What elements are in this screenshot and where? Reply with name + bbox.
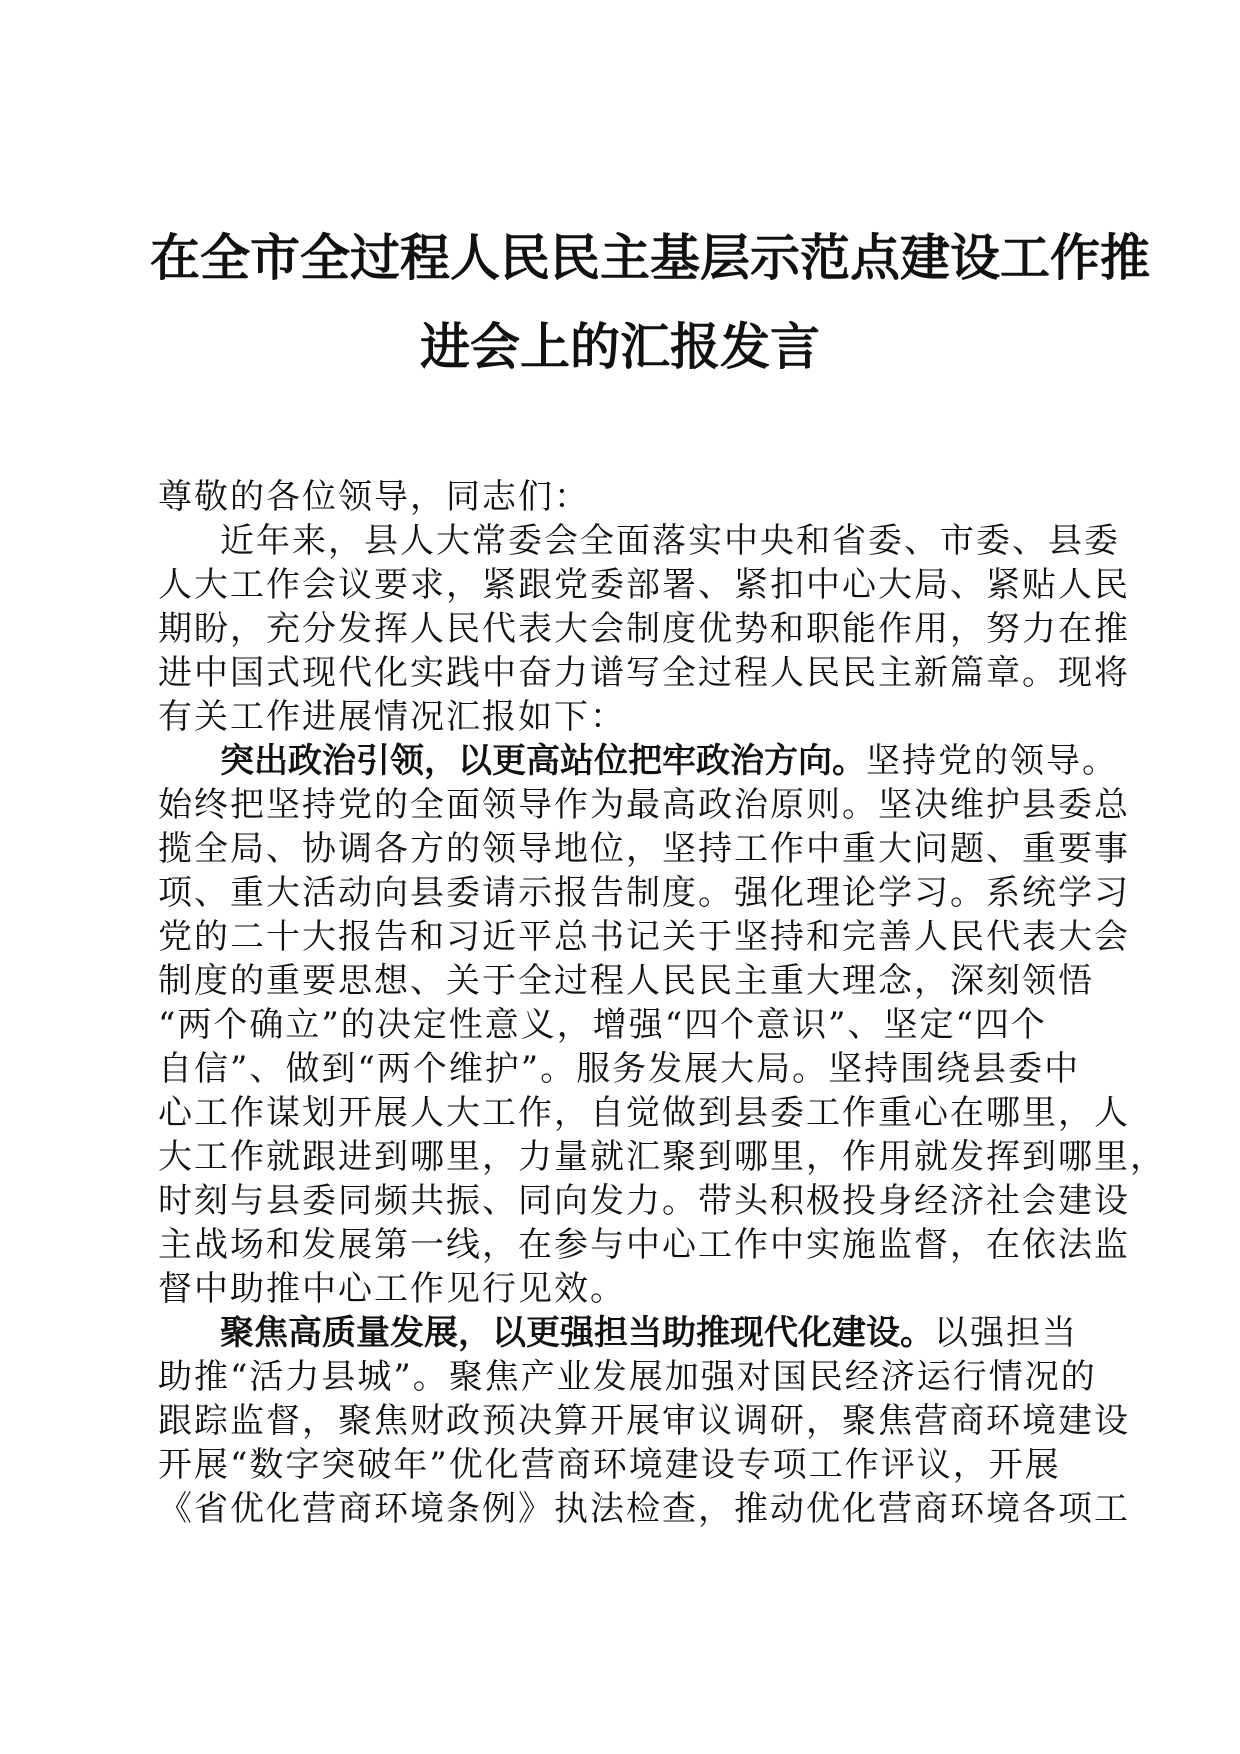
section-1-line: 主战场和发展第一线，在参与中心工作中实施监督，在依法监 bbox=[158, 1225, 1130, 1265]
section-1-line: 自信”、做到“两个维护”。服务发展大局。坚持围绕县委中 bbox=[158, 1049, 1081, 1089]
section-1-first-line bbox=[220, 739, 1118, 783]
section-2-heading: 聚焦高质量发展，以更强担当助推现代化建设。 bbox=[220, 1313, 934, 1353]
section-1-line: “两个确立”的决定性意义，增强“四个意识”、坚定“四个 bbox=[158, 1005, 1047, 1045]
section-1-line: 心工作谋划开展人大工作，自觉做到县委工作重心在哪里，人 bbox=[158, 1093, 1130, 1133]
section-1-line: 始终把坚持党的全面领导作为最高政治原则。坚决维护县委总 bbox=[158, 785, 1130, 825]
paragraph-1-line: 进中国式现代化实践中奋力谱写全过程人民民主新篇章。现将 bbox=[158, 653, 1130, 693]
section-2-line: 《省优化营商环境条例》执法检查，推动优化营商环境各项工 bbox=[158, 1489, 1130, 1529]
section-1-heading: 突出政治引领，以更高站位把牢政治方向。 bbox=[220, 741, 866, 781]
paragraph-1-line: 近年来，县人大常委会全面落实中央和省委、市委、县委 bbox=[220, 521, 1120, 561]
paragraph-1-line: 期盼，充分发挥人民代表大会制度优势和职能作用，努力在推 bbox=[158, 609, 1130, 649]
document-title-line-1: 在全市全过程人民民主基层示范点建设工作推 bbox=[150, 229, 1150, 287]
section-1-line: 党的二十大报告和习近平总书记关于坚持和完善人民代表大会 bbox=[158, 917, 1130, 957]
section-1-line: 时刻与县委同频共振、同向发力。带头积极投身经济社会建设 bbox=[158, 1181, 1130, 1221]
section-2-first-line bbox=[220, 1311, 1080, 1355]
section-1-line: 督中助推中心工作见行见效。 bbox=[158, 1269, 626, 1309]
section-1-first-line-text: 坚持党的领导。 bbox=[866, 741, 1118, 781]
section-2-line: 跟踪监督，聚焦财政预决算开展审议调研，聚焦营商环境建设 bbox=[158, 1401, 1130, 1441]
section-1-line: 项、重大活动向县委请示报告制度。强化理论学习。系统学习 bbox=[158, 873, 1130, 913]
document-title-line-2: 进会上的汇报发言 bbox=[420, 318, 820, 376]
section-1-line: 大工作就跟进到哪里，力量就汇聚到哪里，作用就发挥到哪里， bbox=[158, 1137, 1166, 1177]
section-2-line: 开展“数字突破年”优化营商环境建设专项工作评议，开展 bbox=[158, 1445, 1061, 1485]
section-1-line: 制度的重要思想、关于全过程人民民主重大理念，深刻领悟 bbox=[158, 961, 1094, 1001]
section-2-line: 助推“活力县城”。聚焦产业发展加强对国民经济运行情况的 bbox=[158, 1357, 1097, 1397]
section-1-line: 揽全局、协调各方的领导地位，坚持工作中重大问题、重要事 bbox=[158, 829, 1130, 869]
salutation: 尊敬的各位领导，同志们： bbox=[158, 477, 590, 517]
section-2-first-line-text: 以强担当 bbox=[934, 1313, 1078, 1353]
paragraph-1-line: 人大工作会议要求，紧跟党委部署、紧扣中心大局、紧贴人民 bbox=[158, 565, 1130, 605]
paragraph-1-line: 有关工作进展情况汇报如下： bbox=[158, 697, 626, 737]
